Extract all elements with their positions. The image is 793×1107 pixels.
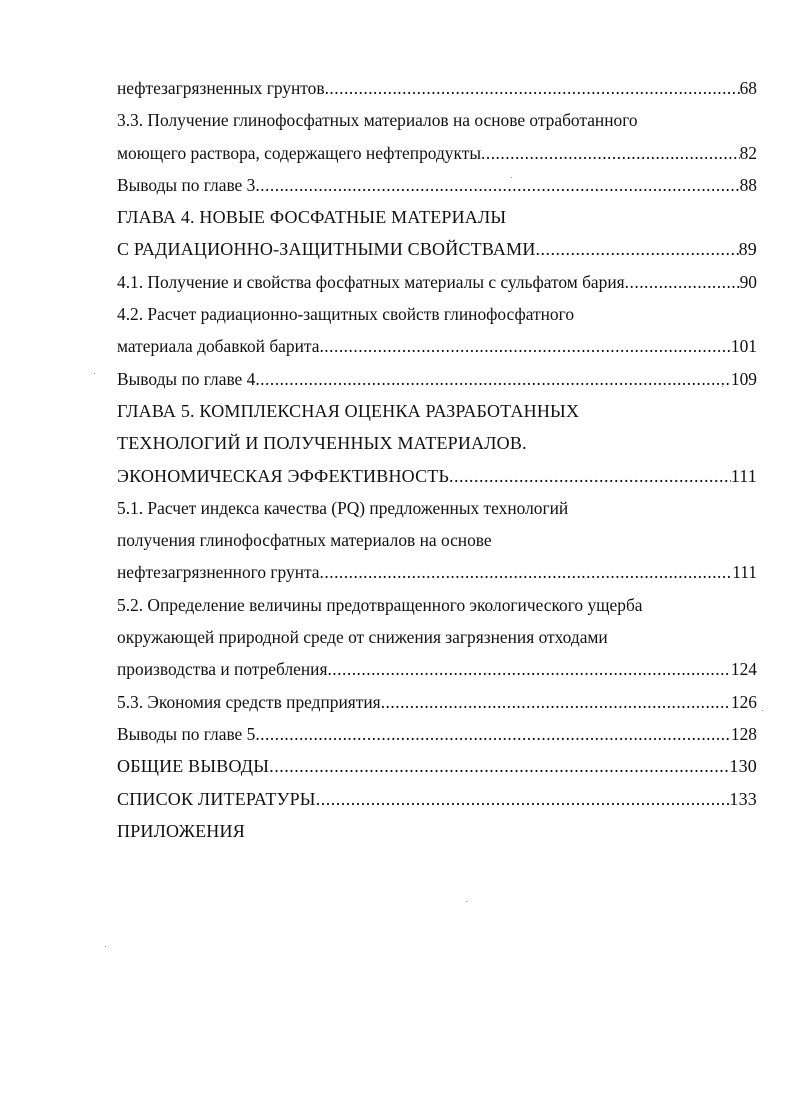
toc-entry-page-number: 126 [730, 691, 757, 712]
toc-entry-page-number: 128 [730, 723, 757, 744]
toc-dot-leader [316, 783, 730, 815]
toc-entry-page-number: 82 [739, 142, 757, 163]
toc-entry-title: нефтезагрязненного грунта [117, 562, 320, 583]
toc-entry-title: 5.2. Определение величины предотвращенного экологического ущерба [117, 594, 643, 615]
toc-entry-title: 5.3. Экономия средств предприятия [117, 691, 381, 712]
toc-entry-title: нефтезагрязненных грунтов [117, 78, 325, 98]
scan-speck [105, 946, 106, 947]
toc-entry-page-number: 68 [739, 78, 757, 98]
toc-dot-leader [327, 653, 730, 685]
toc-entry-title: ТЕХНОЛОГИЙ И ПОЛУЧЕННЫХ МАТЕРИАЛОВ. [117, 433, 527, 454]
toc-entry [117, 621, 757, 653]
toc-dot-leader [269, 750, 729, 782]
toc-dot-leader [381, 686, 731, 718]
toc-entry-title: 5.1. Расчет индекса качества (PQ) предложенных технологий [117, 497, 569, 518]
toc-entry-page-number: 124 [730, 659, 757, 680]
toc-entry-title: ГЛАВА 4. НОВЫЕ ФОСФАТНЫЕ МАТЕРИАЛЫ [117, 207, 507, 228]
toc-entry [117, 783, 757, 815]
toc-entry [117, 492, 757, 524]
toc-entry [117, 298, 757, 330]
toc-entry [117, 427, 757, 459]
scan-speck [94, 373, 95, 374]
scan-speck [722, 386, 723, 387]
toc-entry-page-number: 101 [730, 336, 757, 357]
toc-entry [117, 363, 757, 395]
toc-entry [117, 395, 757, 427]
toc-entry-page-number: 88 [739, 174, 757, 195]
toc-entry-page-number: 111 [732, 562, 757, 583]
toc-dot-leader [255, 718, 731, 750]
table-of-contents [117, 72, 757, 847]
toc-entry-title: производства и потребления [117, 659, 328, 680]
toc-entry-title: 3.3. Получение глинофосфатных материалов на основе отработанного [117, 110, 638, 131]
toc-entry-title: окружающей природной среде от снижения загрязнения отходами [117, 627, 608, 648]
toc-dot-leader [255, 363, 731, 395]
toc-entry [117, 233, 757, 265]
toc-entry-title: материала добавкой барита [117, 336, 320, 357]
toc-dot-leader [325, 72, 740, 104]
toc-entry-title: моющего раствора, содержащего нефтепродукты [117, 142, 482, 163]
toc-entry-title: Выводы по главе 5 [117, 723, 256, 744]
toc-entry-title: Выводы по главе 3 [117, 174, 256, 195]
toc-entry-title: ОБЩИЕ ВЫВОДЫ [117, 756, 270, 777]
toc-entry-title: ПРИЛОЖЕНИЯ [117, 820, 245, 841]
toc-entry [117, 137, 757, 169]
toc-entry [117, 653, 757, 685]
toc-entry [117, 460, 757, 492]
scan-speck [511, 177, 512, 178]
toc-entry-title: получения глинофосфатных материалов на основе [117, 530, 492, 551]
toc-entry-title: ГЛАВА 5. КОМПЛЕКСНАЯ ОЦЕНКА РАЗРАБОТАННЫХ [117, 400, 580, 421]
toc-entry [117, 330, 757, 362]
toc-entry-page-number: 111 [730, 465, 757, 486]
toc-entry [117, 589, 757, 621]
toc-entry [117, 815, 757, 847]
scan-speck [762, 710, 763, 711]
toc-dot-leader [536, 233, 739, 265]
toc-entry [117, 750, 757, 782]
toc-entry [117, 72, 757, 104]
toc-dot-leader [625, 266, 740, 298]
toc-dot-leader [319, 330, 730, 362]
toc-entry-title: ЭКОНОМИЧЕСКАЯ ЭФФЕКТИВНОСТЬ [117, 465, 450, 486]
toc-entry [117, 524, 757, 556]
toc-entry-title: 4.2. Расчет радиационно-защитных свойств глинофосфатного [117, 304, 575, 325]
toc-entry [117, 686, 757, 718]
scan-speck [466, 901, 467, 902]
toc-dot-leader [255, 169, 739, 201]
toc-entry-page-number: 89 [738, 239, 757, 260]
toc-entry-title: СПИСОК ЛИТЕРАТУРЫ [117, 788, 316, 809]
toc-dot-leader [320, 556, 733, 588]
toc-entry [117, 169, 757, 201]
toc-entry [117, 718, 757, 750]
toc-entry [117, 201, 757, 233]
toc-dot-leader [481, 137, 740, 169]
toc-entry [117, 556, 757, 588]
toc-entry-page-number: 130 [729, 756, 757, 777]
toc-entry-title: Выводы по главе 4 [117, 368, 256, 389]
toc-entry [117, 266, 757, 298]
toc-dot-leader [449, 460, 731, 492]
toc-entry-page-number: 109 [730, 368, 757, 389]
toc-entry-page-number: 90 [739, 271, 757, 292]
toc-entry-page-number: 133 [729, 788, 757, 809]
toc-entry [117, 104, 757, 136]
toc-entry-title: С РАДИАЦИОННО-ЗАЩИТНЫМИ СВОЙСТВАМИ [117, 239, 536, 260]
toc-entry-title: 4.1. Получение и свойства фосфатных материалы с сульфатом бария [117, 271, 625, 292]
